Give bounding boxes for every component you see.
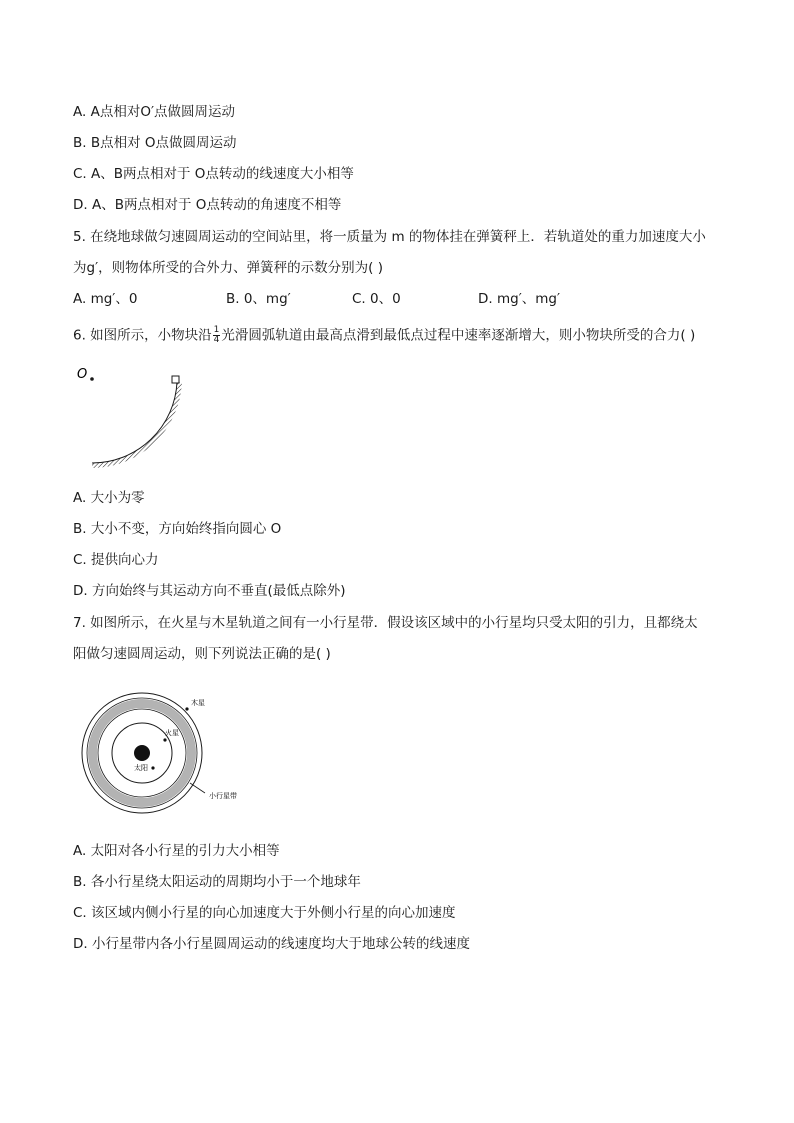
q5-option-a: A. mg′、0 — [73, 291, 138, 307]
belt-pointer-line — [190, 783, 205, 793]
q6-fraction-num: 1 — [213, 325, 220, 335]
q6-option-d: D. 方向始终与其运动方向不垂直(最低点除外) — [73, 583, 346, 599]
q7-option-c: C. 该区域内侧小行星的向心加速度大于外侧小行星的向心加速度 — [73, 905, 456, 921]
q6-stem — [73, 326, 695, 345]
q7-stem-line1: 7. 如图所示，在火星与木星轨道之间有一小行星带．假设该区域中的小行星均只受太阳的引力，且都绕太 — [73, 615, 698, 631]
belt-label: 小行星带 — [209, 792, 237, 800]
earth-dot — [151, 766, 154, 769]
q7-stem-line2: 阳做匀速圆周运动，则下列说法正确的是( ) — [73, 646, 331, 662]
q5-option-b: B. 0、mg′ — [226, 291, 291, 307]
mars-label: 火星 — [165, 729, 179, 737]
q5-option-c: C. 0、0 — [352, 291, 401, 307]
q4-option-c: C. A、B两点相对于 O点转动的线速度大小相等 — [73, 166, 354, 182]
q5-options — [73, 290, 773, 308]
sun-label: 太阳 — [134, 764, 148, 772]
q4-option-b: B. B点相对 O点做圆周运动 — [73, 135, 237, 151]
q6-option-b: B. 大小不变，方向始终指向圆心 O — [73, 521, 282, 537]
mars-dot — [163, 738, 166, 741]
q5-stem-line2: 为g′，则物体所受的合外力、弹簧秤的示数分别为( ) — [73, 260, 383, 276]
sun — [134, 745, 150, 761]
q7-option-b: B. 各小行星绕太阳运动的周期均小于一个地球年 — [73, 874, 361, 890]
q6-track-hatching — [92, 382, 182, 468]
jupiter-dot — [185, 707, 188, 710]
q6-fraction-den: 4 — [213, 335, 220, 345]
q6-block — [172, 376, 179, 383]
q6-center-label: O — [77, 367, 88, 382]
q6-arc-track — [92, 382, 177, 463]
jupiter-label: 木星 — [191, 699, 205, 707]
q4-option-d: D. A、B两点相对于 O点转动的角速度不相等 — [73, 197, 342, 213]
q6-stem-after: 光滑圆弧轨道由最高点滑到最低点过程中速率逐渐增大，则小物块所受的合力( ) — [221, 327, 696, 344]
q5-option-d: D. mg′、mg′ — [478, 291, 561, 307]
q5-stem-line1: 5. 在绕地球做匀速圆周运动的空间站里，将一质量为 m 的物体挂在弹簧秤上．若轨道处的重力加速度大小 — [73, 229, 706, 245]
q6-fraction — [213, 326, 221, 345]
q7-option-d: D. 小行星带内各小行星圆周运动的线速度均大于地球公转的线速度 — [73, 936, 470, 952]
q6-option-a: A. 大小为零 — [73, 490, 145, 506]
q7-solar-system-figure — [72, 685, 252, 815]
q6-stem-before: 6. 如图所示，小物块沿 — [73, 327, 212, 344]
q6-center-point — [90, 377, 94, 381]
q6-arc-track-figure — [72, 362, 192, 472]
q6-option-c: C. 提供向心力 — [73, 552, 159, 568]
q7-option-a: A. 太阳对各小行星的引力大小相等 — [73, 843, 280, 859]
q4-option-a: A. A点相对O′点做圆周运动 — [73, 104, 236, 120]
